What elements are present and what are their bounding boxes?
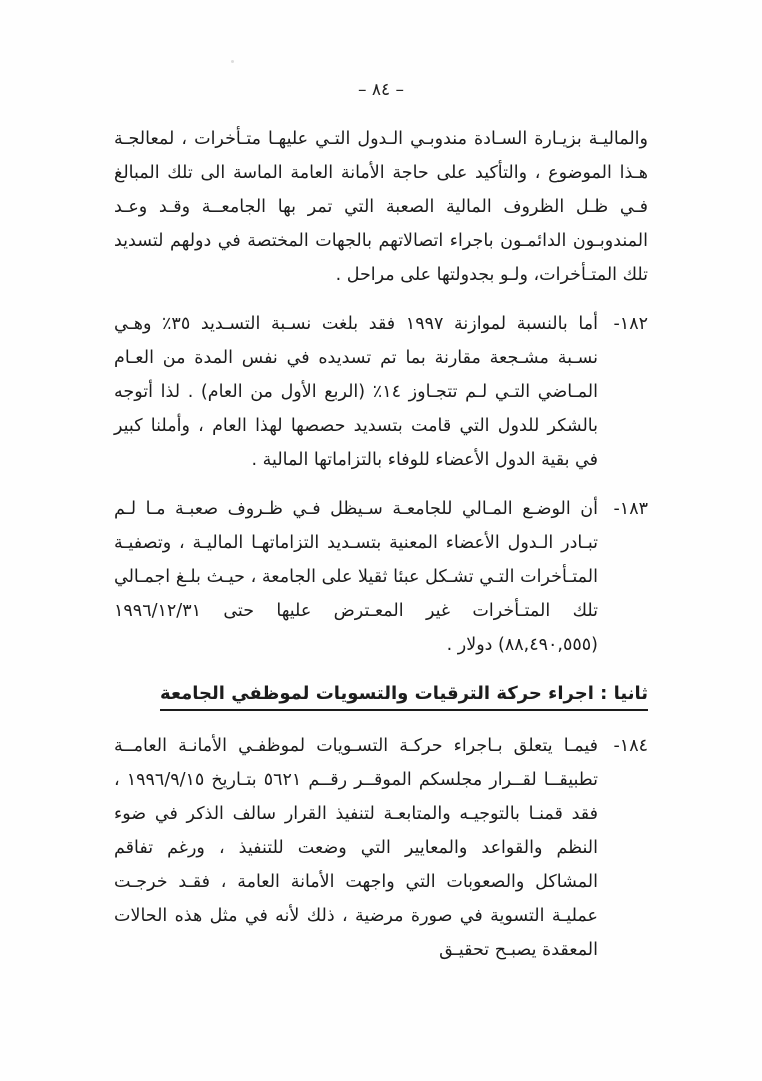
page-content (114, 122, 648, 982)
numbered-item-182 (114, 307, 648, 477)
scan-noise-speck (231, 60, 234, 63)
numbered-item-183 (114, 492, 648, 662)
page-number: – ٨٤ – (357, 80, 405, 100)
numbered-item-184 (114, 729, 648, 967)
item-text-184: فيمـا يتعلق بـاجراء حركـة التسـويات لموظفـي الأمانـة العامــة تطبيقــا لقــرار مجلسكم الموقــر رقــم ٥٦٢١ بتـاريخ ١٩٩٦/٩/١٥ ، فقد قمنـا بالتوجيـه والمتابعـة لتنفيذ القرار سالف الذكر في ضوء النظم والقواعد والمعايير التي وضعت للتنفيذ ، ورغم تفاقم المشاكل والصعوبات التي واجهت الأمانة العامة ، فقـد خرجـت عمليـة التسوية في صورة مرضية ، ذلك لأنه في مثل هذه الحالات المعقدة يصبـح تحقيـق (114, 736, 598, 960)
item-text-183: أن الوضـع المـالي للجامعـة سـيظل فـي ظـروف صعبـة مـا لـم تبـادر الـدول الأعضاء المعنية بتسـديد التزاماتهـا الماليـة ، وتصفيـة المتـأخرات التـي تشـكل عبئا ثقيلا على الجامعة ، حيـث بلـغ اجمـالي تلك المتـأخرات غير المعـترض عليها حتى ١٩٩٦/١٢/٣١ (٨٨,٤٩٠,٥٥٥) دولار . (114, 499, 598, 655)
item-number-182: ١٨٢- (613, 314, 648, 334)
item-number-183: ١٨٣- (613, 499, 648, 519)
section-heading (114, 677, 648, 711)
item-number-184: ١٨٤- (613, 736, 648, 756)
paragraph-continuation: والماليـة بزيـارة السـادة مندوبـي الـدول التـي عليهـا متـأخرات ، لمعالجـة هـذا الموضوع ، والتأكيد على حاجة الأمانة العامة الماسة الى تلك المبالغ فـي ظـل الظروف المالية الصعبة التي تمر بها الجامعــة وقـد وعـد المندوبـون الدائمـون باجراء اتصالاتهم بالجهات المختصة في دولهم لتسديد تلك المتـأخرات، ولـو بجدولتها على مراحل . (114, 129, 648, 285)
item-text-182: أما بالنسبة لموازنة ١٩٩٧ فقد بلغت نسـبة التسـديد ٣٥٪ وهـي نسـبة مشـجعة مقارنة بما تم تسديده في نفس المدة من العـام المـاضي التـي لـم تتجـاوز ١٤٪ (الربع الأول من العام) . لذا أتوجه بالشكر للدول التي قامت بتسديد حصصها لهذا العام ، وأملنا كبير في بقية الدول الأعضاء للوفاء بالتزاماتها المالية . (114, 314, 598, 470)
section-heading-text: ثانيا : اجراء حركة الترقيات والتسويات لموظفي الجامعة (160, 683, 648, 711)
